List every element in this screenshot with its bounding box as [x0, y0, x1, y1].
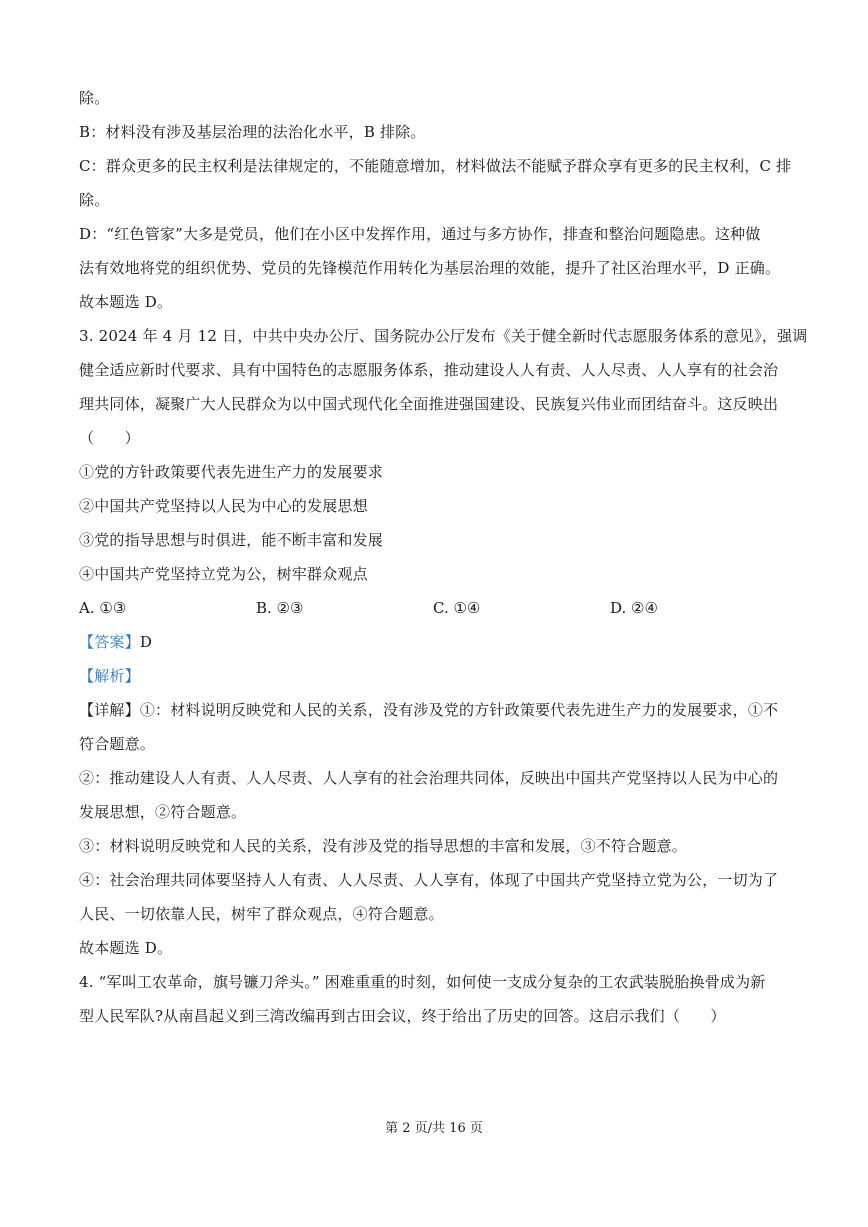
analysis-tag: 【解析】 [79, 667, 140, 685]
answer-line [79, 632, 152, 652]
option-b: B. ②③ [256, 599, 304, 617]
text-line: 故本题选 D。 [79, 293, 173, 311]
option-a: A. ①③ [79, 599, 127, 617]
question-3-stem: 3. 2024 年 4 月 12 日，中共中央办公厅、国务院办公厅发布《关于健全新时代志愿服务体系的意见》，强调 [79, 327, 808, 345]
text-line: ③：材料说明反映党和人民的关系，没有涉及党的指导思想的丰富和发展，③不符合题意。 [79, 837, 688, 855]
statement-2: ②中国共产党坚持以人民为中心的发展思想 [79, 497, 368, 515]
text-line: ④：社会治理共同体要坚持人人有责、人人尽责、人人享有，体现了中国共产党坚持立党为公，一切为了 [79, 871, 779, 889]
text-line: D：“红色管家”大多是党员，他们在小区中发挥作用，通过与多方协作，排查和整治问题隐患。这种做 [79, 225, 761, 243]
text-line: ②：推动建设人人有责、人人尽责、人人享有的社会治理共同体，反映出中国共产党坚持以人民为中心的 [79, 769, 779, 787]
text-line: C：群众更多的民主权利是法律规定的，不能随意增加，材料做法不能赋予群众享有更多的民主权利，C 排 [79, 157, 792, 175]
detail-line [79, 700, 778, 720]
statement-1: ①党的方针政策要代表先进生产力的发展要求 [79, 463, 384, 481]
option-c: C. ①④ [433, 599, 481, 617]
text-line: 型人民军队?从南昌起义到三湾改编再到古田会议，终于给出了历史的回答。这启示我们（ ） [79, 1007, 726, 1025]
detail-text: ①：材料说明反映党和人民的关系，没有涉及党的方针政策要代表先进生产力的发展要求，①不 [139, 701, 779, 719]
answer-value: D [139, 633, 153, 651]
text-line: 发展思想，②符合题意。 [79, 803, 247, 821]
text-line: B：材料没有涉及基层治理的法治化水平，B 排除。 [79, 123, 426, 141]
text-line: 除。 [79, 191, 110, 209]
text-line: 健全适应新时代要求、具有中国特色的志愿服务体系，推动建设人人有责、人人尽责、人人享有的社会治 [79, 361, 779, 379]
detail-tag: 【详解】 [79, 701, 140, 719]
text-line: 理共同体，凝聚广大人民群众为以中国式现代化全面推进强国建设、民族复兴伟业而团结奋斗。这反映出 [79, 395, 779, 413]
statement-3: ③党的指导思想与时俱进，能不断丰富和发展 [79, 531, 384, 549]
answer-tag: 【答案】 [79, 633, 140, 651]
page-footer: 第 2 页/共 16 页 [385, 1121, 483, 1136]
text-line: 故本题选 D。 [79, 939, 173, 957]
text-line: 法有效地将党的组织优势、党员的先锋模范作用转化为基层治理的效能，提升了社区治理水平，D 正确。 [79, 259, 781, 277]
option-d: D. ②④ [610, 599, 658, 617]
text-line: 符合题意。 [79, 735, 156, 753]
question-4-stem: 4. “军叫工农革命，旗号镰刀斧头。” 困难重重的时刻，如何使一支成分复杂的工农武装脱胎换骨成为新 [79, 973, 766, 991]
answer-blank: （ ） [79, 429, 140, 447]
statement-4: ④中国共产党坚持立党为公，树牢群众观点 [79, 565, 368, 583]
text-line: 人民、一切依靠人民，树牢了群众观点，④符合题意。 [79, 905, 444, 923]
text-line: 除。 [79, 89, 110, 107]
